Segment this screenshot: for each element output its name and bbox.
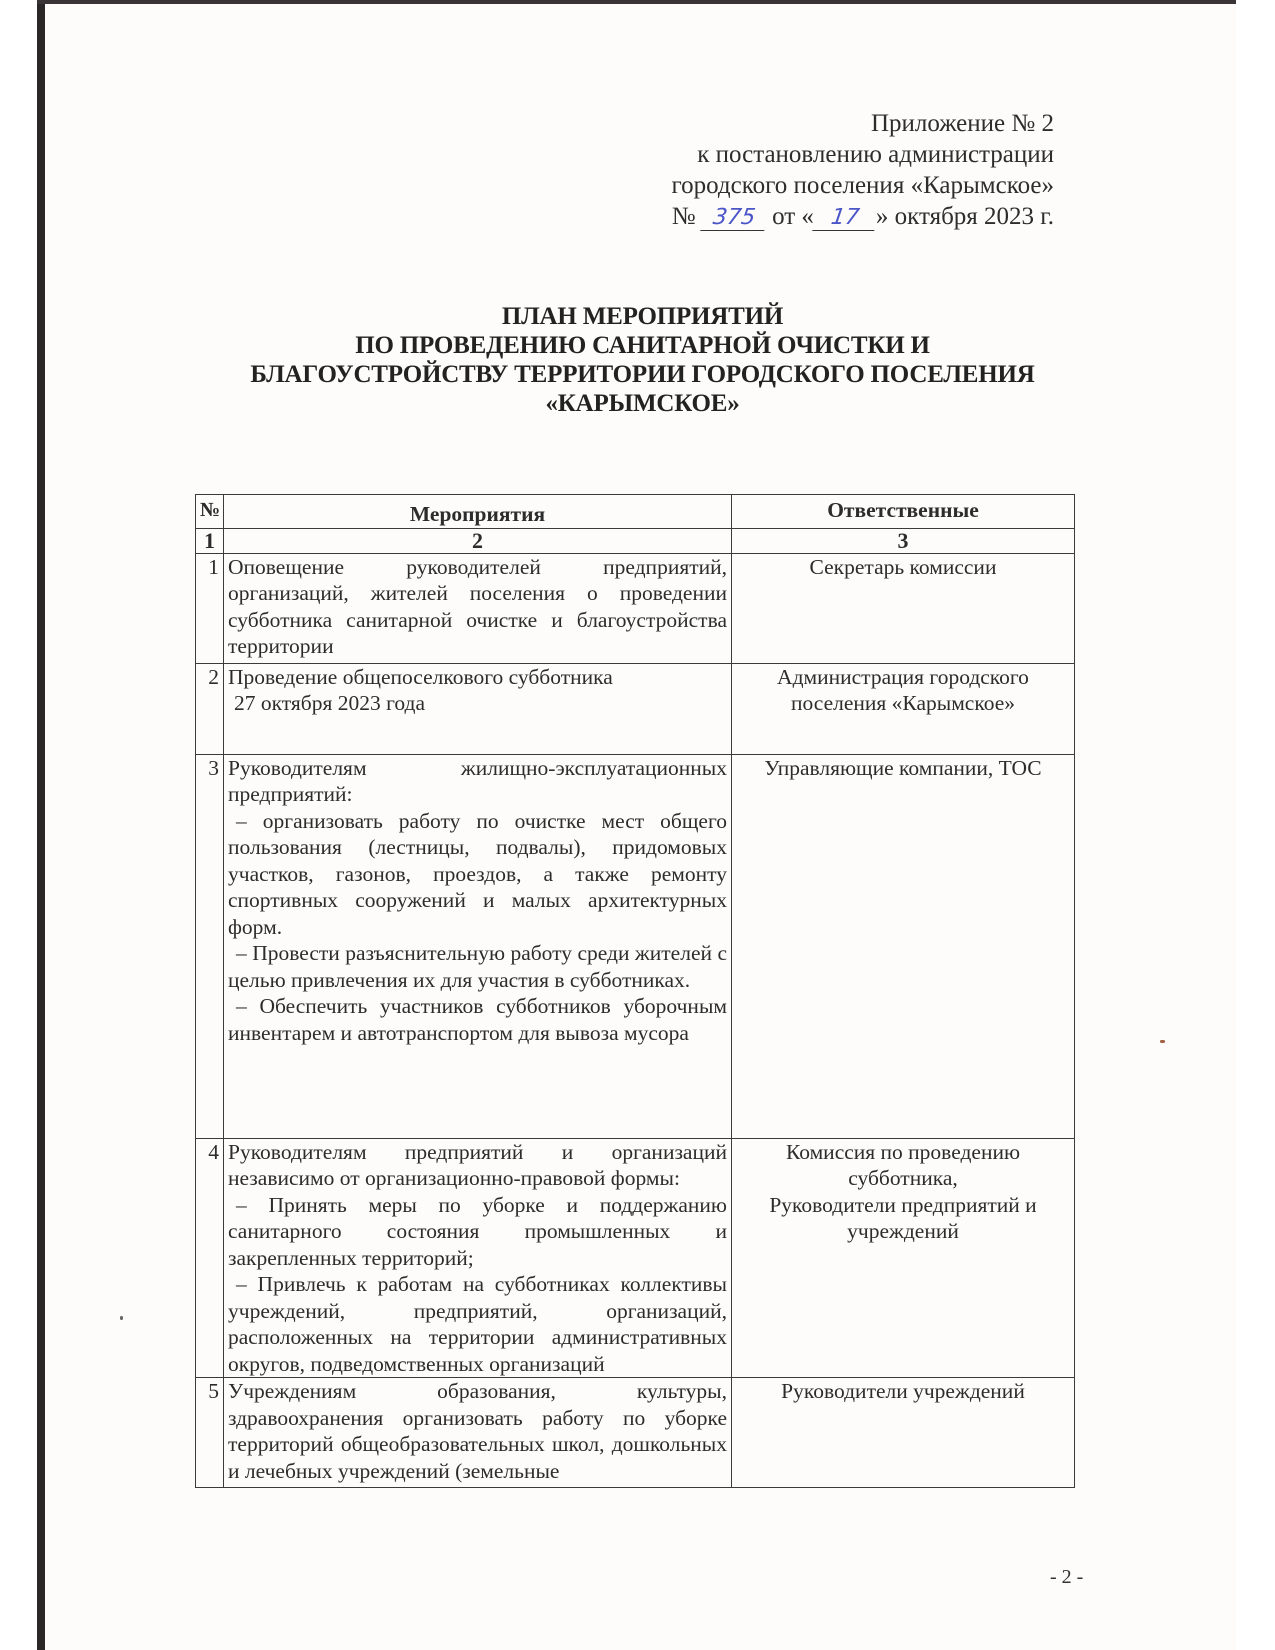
row-activity [224, 754, 732, 1138]
responsible-line: Руководители предприятий и [769, 1192, 1037, 1217]
activity-bullet: – организовать работу по очистке мест общего пользования (лестницы, подвалы), придомовых участков, газонов, проездов, а также ремонту спортивных сооружений и малых архитектурных форм. [228, 808, 727, 939]
appendix-decree-ref: к постановлению администрации [697, 141, 1054, 168]
row-number: 5 [196, 1378, 224, 1488]
table-row [196, 1378, 1075, 1488]
row-responsible: Администрация городского поселения «Карымское» [732, 663, 1075, 754]
date-month-year: » октября 2023 г. [875, 203, 1054, 230]
page-number: - 2 - [1050, 1566, 1084, 1588]
row-activity [224, 1378, 732, 1488]
activity-text: Руководителям жилищно-эксплуатационных предприятий: [228, 755, 727, 806]
column-number-row [196, 528, 1075, 553]
row-number: 1 [196, 553, 224, 663]
table-header-row [196, 495, 1075, 529]
activity-text: Оповещение руководителей предприятий, организаций, жителей поселения о проведении субботника санитарной очистке и благоустройства территории [228, 554, 727, 658]
row-activity [224, 553, 732, 663]
row-activity [224, 1138, 732, 1378]
header-activity: Мероприятия [224, 495, 732, 529]
title-line-2: ПО ПРОВЕДЕНИЮ САНИТАРНОЙ ОЧИСТКИ И [355, 332, 930, 359]
handwritten-decree-number: 375 [700, 206, 768, 231]
responsible-line: субботника, [848, 1166, 958, 1190]
activity-bullet: – Обеспечить участников субботников уборочным инвентарем и автотранспортом для вывоза мусора [228, 994, 727, 1045]
header-responsible: Ответственные [732, 495, 1075, 529]
row-number: 4 [196, 1138, 224, 1378]
activity-text: Учреждениям образования, культуры, здравоохранения организовать работу по уборке территорий общеобразовательных школ, дошкольных и лечебных учреждений (земельные [228, 1379, 727, 1483]
document-title [200, 302, 1085, 418]
activities-table [195, 494, 1075, 1488]
title-line-4: «КАРЫМСКОЕ» [545, 390, 740, 417]
title-line-3: БЛАГОУСТРОЙСТВУ ТЕРРИТОРИИ ГОРОДСКОГО ПОСЕЛЕНИЯ [250, 361, 1035, 388]
header-number: № [196, 495, 224, 529]
scan-speck [120, 1316, 123, 1320]
title-line-1: ПЛАН МЕРОПРИЯТИЙ [501, 303, 784, 330]
appendix-header [534, 108, 1054, 232]
row-responsible [732, 1138, 1075, 1378]
activity-text: Руководителям предприятий и организаций независимо от организационно-правовой формы: [228, 1139, 727, 1190]
table-row [196, 754, 1075, 1138]
activity-text: Проведение общепоселкового субботника [228, 664, 613, 689]
row-responsible: Руководители учреждений [732, 1378, 1075, 1488]
activity-bullet: – Провести разъяснительную работу среди жителей с целью привлечения их для участия в субботниках. [228, 941, 727, 992]
date-from: от « [772, 203, 814, 230]
table-row [196, 1138, 1075, 1378]
row-number: 3 [196, 754, 224, 1138]
appendix-settlement: городского поселения «Карымское» [671, 172, 1054, 199]
row-number: 2 [196, 663, 224, 754]
activity-bullet: – Привлечь к работам на субботниках коллективы учреждений, предприятий, организаций, расположенных на территории административных округов, подведомственных организаций [228, 1272, 727, 1376]
scan-speck [1160, 1040, 1165, 1043]
column-number-3: 3 [732, 528, 1075, 553]
appendix-number-date [534, 201, 1054, 232]
row-responsible: Управляющие компании, ТОС [732, 754, 1075, 1138]
column-number-1: 1 [196, 528, 224, 553]
row-responsible: Секретарь комиссии [732, 553, 1075, 663]
appendix-label: Приложение № 2 [870, 110, 1054, 137]
number-sign: № [671, 203, 696, 230]
table-row [196, 553, 1075, 663]
responsible-line: Комиссия по проведению [785, 1139, 1021, 1164]
handwritten-day: 17 [812, 206, 878, 231]
activity-bullet: – Принять меры по уборке и поддержанию санитарного состояния промышленных и закрепленных территорий; [228, 1192, 727, 1270]
scan-border-left [37, 0, 45, 1650]
responsible-line: учреждений [847, 1219, 959, 1243]
table-row [196, 663, 1075, 754]
row-activity [224, 663, 732, 754]
activity-date: 27 октября 2023 года [234, 691, 426, 715]
column-number-2: 2 [224, 528, 732, 553]
